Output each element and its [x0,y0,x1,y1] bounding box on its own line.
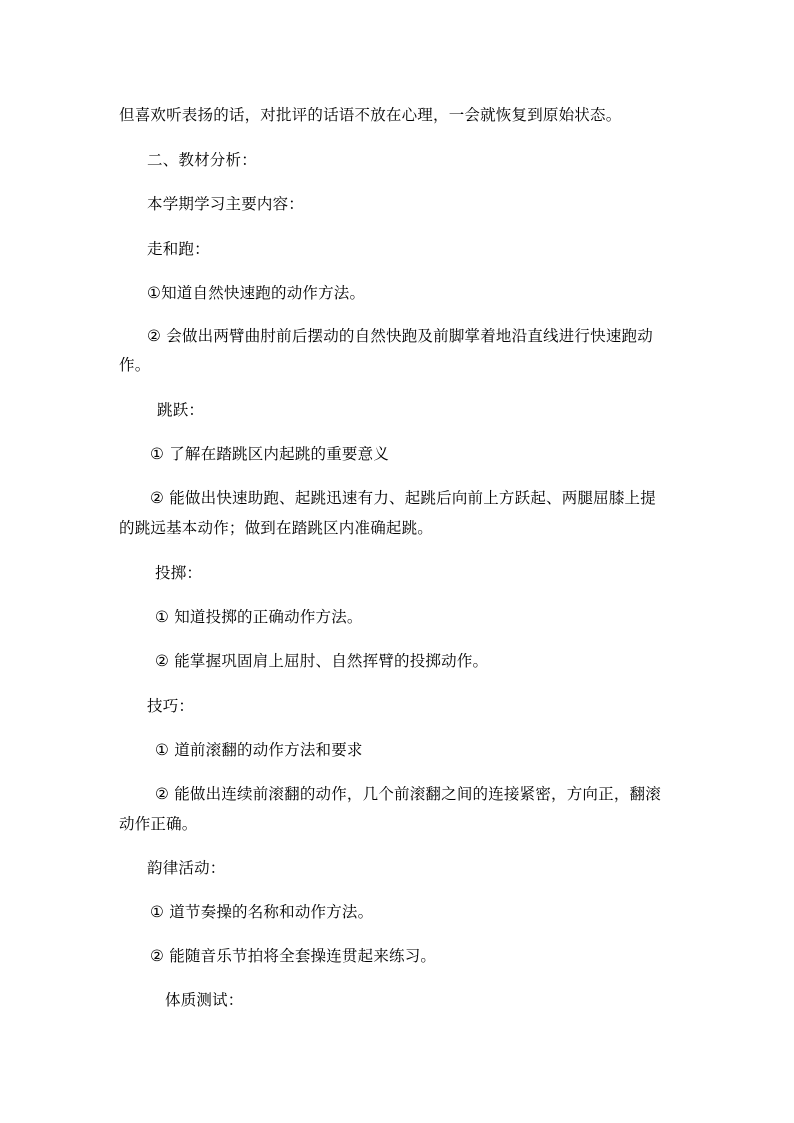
list-item: ② 能随音乐节拍将全套操连贯起来练习。 [150,947,437,965]
list-item: ② 会做出两臂曲肘前后摆动的自然快跑及前脚掌着地沿直线进行快速跑动 [147,327,653,345]
list-item: ① 道前滚翻的动作方法和要求 [155,741,363,759]
list-item: ② 能做出连续前滚翻的动作，几个前滚翻之间的连接紧密，方向正，翻滚 [155,785,661,803]
paragraph-line: 本学期学习主要内容： [147,195,305,213]
list-item: ① 知道投掷的正确动作方法。 [155,608,363,626]
list-item: ① 道节奏操的名称和动作方法。 [150,903,374,921]
section-heading: 二、教材分析： [147,151,257,169]
subsection-heading: 走和跑： [147,240,210,258]
list-item-continuation: 作。 [119,356,151,374]
subsection-heading: 体质测试： [165,991,244,1009]
list-item: ② 能掌握巩固肩上屈肘、自然挥臂的投掷动作。 [155,652,489,670]
subsection-heading: 投掷： [155,564,203,582]
list-item: ② 能做出快速助跑、起跳迅速有力、起跳后向前上方跃起、两腿屈膝上提 [150,489,656,507]
list-item-continuation: 的跳远基本动作；做到在踏跳区内准确起跳。 [119,519,434,537]
paragraph-line: 但喜欢听表扬的话，对批评的话语不放在心理，一会就恢复到原始状态。 [119,106,622,124]
list-item-continuation: 动作正确。 [119,815,198,833]
subsection-heading: 韵律活动： [147,859,226,877]
list-item: ① 了解在踏跳区内起跳的重要意义 [150,445,390,463]
subsection-heading: 跳跃： [157,401,205,419]
subsection-heading: 技巧： [147,697,195,715]
list-item: ①知道自然快速跑的动作方法。 [147,284,366,302]
